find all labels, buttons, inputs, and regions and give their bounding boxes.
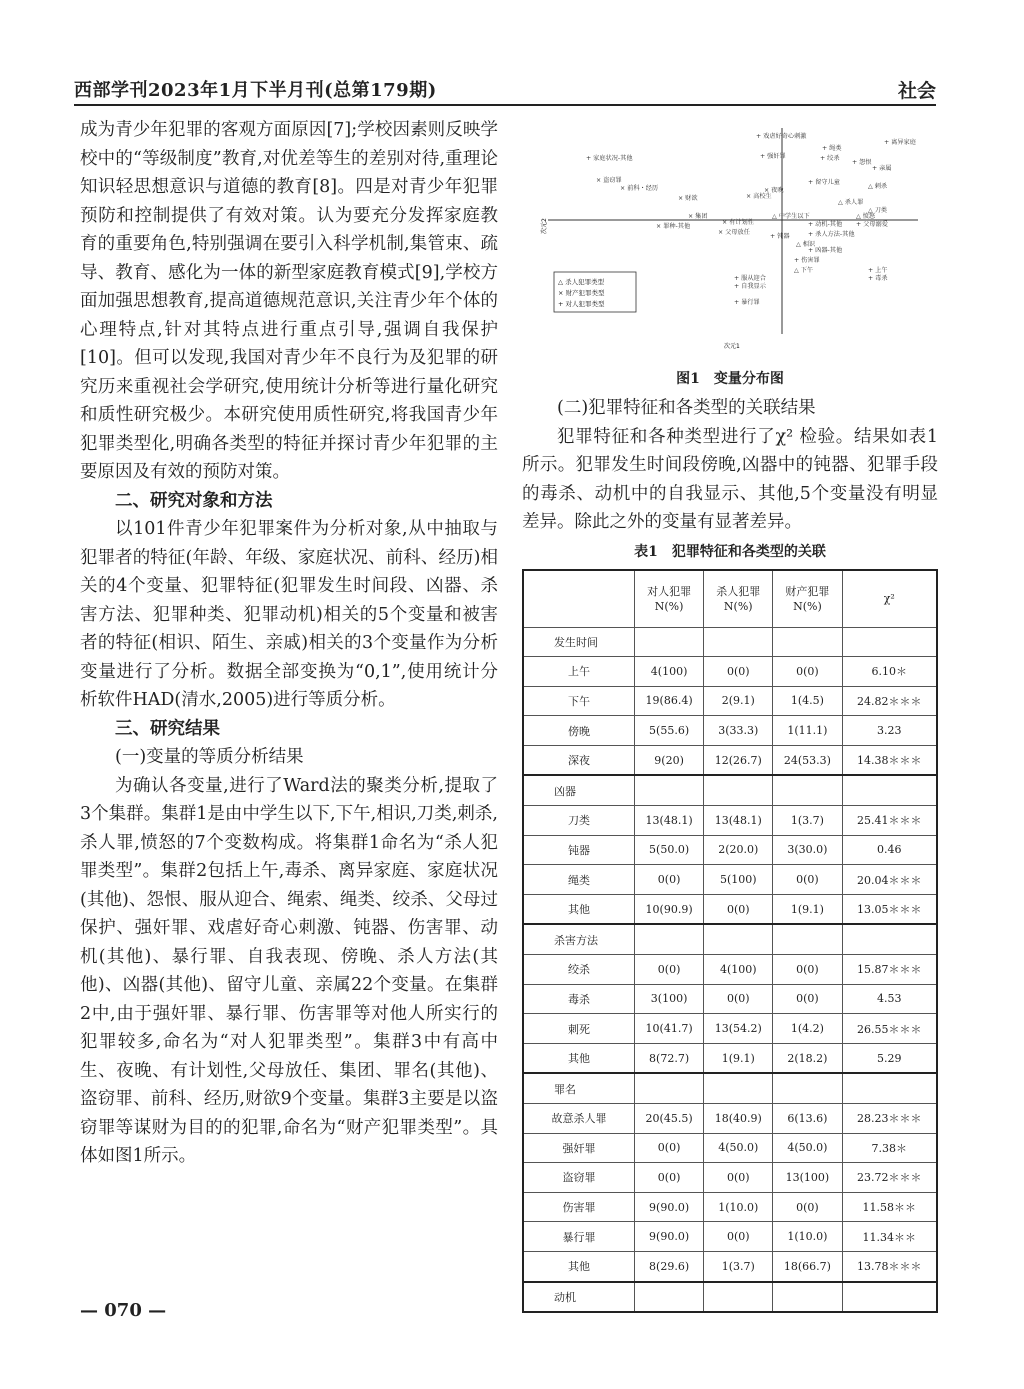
plot-point: △ 杀人罪 (838, 199, 864, 206)
plot-point: × 高校生 (746, 193, 772, 200)
table-cell: 暴行罪 (523, 1222, 635, 1252)
plot-point: × 有计划性 (722, 219, 754, 226)
subsection-heading-3-2: (二)犯罪特征和各类型的关联结果 (557, 398, 816, 418)
table-cell: 绳类 (523, 865, 635, 895)
page-number: — 070 — (80, 1300, 167, 1321)
table-row (523, 1043, 937, 1073)
table-cell: 23.72＊＊＊ (842, 1163, 937, 1193)
table-cell: 刀类 (523, 806, 635, 836)
table-cell: 盗窃罪 (523, 1163, 635, 1193)
plot-point: + 凶器-其他 (808, 247, 843, 254)
table-cell: 5.29 (842, 1043, 937, 1073)
table-row (523, 1163, 937, 1193)
table-cell: 28.23＊＊＊ (842, 1104, 937, 1134)
table-cell: 下午 (523, 686, 635, 716)
right-column (522, 116, 938, 1313)
table-cell: 1(4.2) (773, 1014, 842, 1044)
plot-point: + 绞杀 (820, 155, 840, 162)
table-cell: 7.38＊ (842, 1133, 937, 1163)
table-cell: 5(100) (704, 865, 773, 895)
table-cell: 2(20.0) (704, 835, 773, 865)
plot-point: △ 刀类 (868, 207, 888, 214)
table-cell: 0(0) (773, 1192, 842, 1222)
plot-point: △ 下午 (794, 267, 814, 274)
plot-point: △ 愤怒 (856, 213, 876, 220)
table-row (523, 984, 937, 1014)
journal-title: 西部学刊2023年1月下半月刊(总第179期) (74, 80, 437, 101)
table-group-row (523, 627, 937, 657)
table-cell: 1(11.1) (773, 716, 842, 746)
table-cell: 2(18.2) (773, 1043, 842, 1073)
variable-distribution-plot (538, 122, 924, 358)
table-cell: 9(90.0) (635, 1222, 704, 1252)
section-name: 社会 (897, 80, 936, 102)
table-cell: 8(29.6) (635, 1251, 704, 1281)
y-axis-label: 次元2 (541, 218, 548, 234)
table-cell: 0(0) (773, 657, 842, 687)
table-cell: 上午 (523, 657, 635, 687)
plot-point: + 上午 (868, 267, 888, 274)
table-cell: 10(41.7) (635, 1014, 704, 1044)
table-cell: 19(86.4) (635, 686, 704, 716)
table-cell: 20(45.5) (635, 1104, 704, 1134)
table-cell: 26.55＊＊＊ (842, 1014, 937, 1044)
table-cell: 14.38＊＊＊ (842, 745, 937, 775)
left-column (80, 116, 498, 1171)
table-row (523, 1222, 937, 1252)
table-cell: 0(0) (635, 1163, 704, 1193)
section-heading-3: 三、研究结果 (115, 718, 220, 739)
table-group-label: 杀害方法 (523, 924, 635, 954)
table-cell: 0(0) (704, 984, 773, 1014)
table-cell: 9(20) (635, 745, 704, 775)
table-cell: 绞杀 (523, 955, 635, 985)
table-cell: 0(0) (704, 657, 773, 687)
table-group-row (523, 924, 937, 954)
plot-point: + 父母溺爱 (856, 221, 888, 228)
plot-point: + 毒杀 (868, 275, 888, 282)
table-cell: 5(55.6) (635, 716, 704, 746)
table-cell: 15.87＊＊＊ (842, 955, 937, 985)
plot-point: + 绳类 (822, 145, 842, 152)
table-cell: 13.05＊＊＊ (842, 894, 937, 924)
plot-point: + 钝器 (770, 233, 790, 240)
table-row (523, 835, 937, 865)
table-cell: 1(9.1) (773, 894, 842, 924)
section-heading-2: 二、研究对象和方法 (115, 490, 273, 511)
table-group-label: 凶器 (523, 775, 635, 805)
paragraph-1: 成为青少年犯罪的客观方面原因[7];学校因素则反映学校中的“等级制度”教育,对优差等生的差别对待,重理论知识轻思想意识与道德的教育[8]。四是对青少年犯罪预防和控制提供了有效对策。认为要充分发挥家庭教育的重要角色,特别强调在要引入科学机制,集管束、疏导、教育、感化为一体的新型家庭教育模式[9],学校方面加强思想教育,提高道德规范意识,关注青少年个体的心理特点,针对其特点进行重点引导,强调自我保护[10]。但可以发现,我国对青少年不良行为及犯罪的研究历来重视社会学研究,使用统计分析等进行量化研究和质性研究极少。本研究使用质性研究,将我国青少年犯罪类型化,明确各类型的特征并探讨青少年犯罪的主要原因及有效的预防对策。 (80, 120, 498, 482)
table-cell: 0(0) (704, 1222, 773, 1252)
table-cell: 11.34＊＊ (842, 1222, 937, 1252)
table-cell: 13(100) (773, 1163, 842, 1193)
table-cell: 伤害罪 (523, 1192, 635, 1222)
table-cell: 钝器 (523, 835, 635, 865)
table-cell: 其他 (523, 894, 635, 924)
table-cell: 0(0) (635, 865, 704, 895)
table-cell: 6.10＊ (842, 657, 937, 687)
plot-point: + 服从迎合 (734, 275, 766, 282)
table-group-label: 发生时间 (523, 627, 635, 657)
table-cell: 10(90.9) (635, 894, 704, 924)
plot-point: + 伤害罪 (794, 257, 820, 264)
table-cell: 13(48.1) (635, 806, 704, 836)
table-cell: 11.58＊＊ (842, 1192, 937, 1222)
table-cell: 0(0) (635, 955, 704, 985)
paragraph-2: 以101件青少年犯罪案件为分析对象,从中抽取与犯罪者的特征(年龄、年级、家庭状况、前科、经历)相关的4个变量、犯罪特征(犯罪发生时间段、凶器、杀害方法、犯罪种类、犯罪动机)相关的5个变量和被害者的特征(相识、陌生、亲戚)相关的3个变量作为分析变量进行了分析。数据全部变换为“0,1”,使用统计分析软件HAD(清水,2005)进行等质分析。 (80, 519, 498, 710)
association-table (522, 569, 938, 1314)
subsection-heading-3-1: (一)变量的等质分析结果 (115, 747, 304, 767)
table-row (523, 1014, 937, 1044)
table-row (523, 1104, 937, 1134)
table-row (523, 806, 937, 836)
table-cell: 刺死 (523, 1014, 635, 1044)
table-cell: 4(50.0) (773, 1133, 842, 1163)
table-cell: 1(4.5) (773, 686, 842, 716)
paragraph-chi-square: 犯罪特征和各种类型进行了χ² 检验。结果如表1所示。犯罪发生时间段傍晚,凶器中的钝器、犯罪手段的毒杀、动机中的自我显示、其他,5个变量没有明显差异。除此之外的变量有显著差异。 (522, 426, 938, 532)
table-cell: 18(66.7) (773, 1251, 842, 1281)
plot-point: + 动机-其他 (808, 221, 843, 228)
table-cell: 其他 (523, 1043, 635, 1073)
table-cell: 其他 (523, 1251, 635, 1281)
table-cell: 8(72.7) (635, 1043, 704, 1073)
table-group-row (523, 1282, 937, 1313)
plot-point: + 强奸罪 (760, 153, 786, 160)
table-group-row (523, 775, 937, 805)
table-cell: 0(0) (704, 1163, 773, 1193)
table-cell: 4(100) (704, 955, 773, 985)
plot-point: + 戏虐好奇心刺激 (756, 133, 807, 140)
table-cell: 5(50.0) (635, 835, 704, 865)
plot-point: × 财欲 (678, 195, 698, 202)
table-group-label: 动机 (523, 1282, 635, 1313)
table-cell: 1(3.7) (704, 1251, 773, 1281)
table-cell: 24(53.3) (773, 745, 842, 775)
table-row (523, 894, 937, 924)
table-cell: 强奸罪 (523, 1133, 635, 1163)
table-cell: 0(0) (773, 865, 842, 895)
table-cell: 0(0) (773, 955, 842, 985)
table-caption: 表1 犯罪特征和各类型的关联 (634, 543, 826, 560)
table-cell: 2(9.1) (704, 686, 773, 716)
table-cell: 4.53 (842, 984, 937, 1014)
table-cell: 1(10.0) (704, 1192, 773, 1222)
table-cell: 9(90.0) (635, 1192, 704, 1222)
plot-point: × 盗窃罪 (596, 177, 622, 184)
table-cell: 1(9.1) (704, 1043, 773, 1073)
table-cell: 故意杀人罪 (523, 1104, 635, 1134)
table-row (523, 657, 937, 687)
x-axis-label: 次元1 (724, 343, 740, 350)
table-cell: 4(50.0) (704, 1133, 773, 1163)
table-cell: 0(0) (635, 1133, 704, 1163)
table-cell: 3(33.3) (704, 716, 773, 746)
table-cell: 18(40.9) (704, 1104, 773, 1134)
table-cell: 1(3.7) (773, 806, 842, 836)
table-cell: 3(30.0) (773, 835, 842, 865)
table-header-cell: 杀人犯罪 N(%) (704, 570, 773, 628)
table-cell: 12(26.7) (704, 745, 773, 775)
table-cell: 深夜 (523, 745, 635, 775)
table-header-cell (523, 570, 635, 628)
table-cell: 毒杀 (523, 984, 635, 1014)
plot-point: + 杀人方法-其他 (808, 231, 855, 238)
table-row (523, 865, 937, 895)
table-group-label: 罪名 (523, 1073, 635, 1103)
table-cell: 3(100) (635, 984, 704, 1014)
figure-caption: 图1 变量分布图 (676, 371, 784, 387)
table-row (523, 716, 937, 746)
table-cell: 0(0) (704, 894, 773, 924)
table-cell: 6(13.6) (773, 1104, 842, 1134)
table-cell: 0.46 (842, 835, 937, 865)
table-cell: 25.41＊＊＊ (842, 806, 937, 836)
table-cell: 13(48.1) (704, 806, 773, 836)
plot-point: × 前科・经历 (620, 185, 659, 192)
plot-point: △ 中学生以下 (772, 213, 810, 220)
plot-point: △ 刺杀 (868, 183, 888, 190)
plot-point: + 暴行罪 (734, 299, 760, 306)
table-cell: 4(100) (635, 657, 704, 687)
table-header-cell: χ² (842, 570, 937, 628)
table-row (523, 1133, 937, 1163)
table-row (523, 686, 937, 716)
plot-point: + 离异家庭 (884, 139, 916, 146)
plot-point: × 罪种-其他 (656, 223, 691, 230)
legend-item: + 对人犯罪类型 (558, 300, 605, 308)
table-cell: 3.23 (842, 716, 937, 746)
plot-point: + 家庭状况-其他 (586, 155, 633, 162)
legend-item: △ 杀人犯罪类型 (558, 278, 605, 286)
page-header (74, 74, 936, 106)
plot-point: + 怨恨 (852, 159, 872, 166)
plot-point: × 父母放任 (718, 229, 750, 236)
legend-item: × 财产犯罪类型 (558, 289, 605, 297)
table-cell: 20.04＊＊＊ (842, 865, 937, 895)
table-cell: 24.82＊＊＊ (842, 686, 937, 716)
plot-point: × 夜晚 (764, 187, 784, 194)
table-group-row (523, 1073, 937, 1103)
paragraph-3: 为确认各变量,进行了Ward法的聚类分析,提取了3个集群。集群1是由中学生以下,下午,相识,刀类,刺杀,杀人罪,愤怒的7个变数构成。将集群1命名为“杀人犯罪类型”。集群2包括上午,毒杀、离异家庭、家庭状况(其他)、怨恨、服从迎合、绳索、绳类、绞杀、父母过保护、强奸罪、戏虐好奇心刺激、钝器、伤害罪、动机(其他)、暴行罪、自我表现、傍晚、杀人方法(其他)、凶器(其他)、留守儿童、亲属22个变量。在集群2中,由于强奸罪、暴行罪、伤害罪等对他人所实行的犯罪较多,命名为“对人犯罪类型”。集群3中有高中生、夜晚、有计划性,父母放任、集团、罪名(其他)、盗窃罪、前科、经历,财欲9个变量。集群3主要是以盗窃罪等谋财为目的的犯罪,命名为“财产犯罪类型”。具体如图1所示。 (80, 775, 498, 1166)
plot-point: + 自我显示 (734, 283, 766, 290)
plot-point: △ 相识 (796, 241, 816, 248)
table-header-cell: 财产犯罪 N(%) (773, 570, 842, 628)
table-cell: 0(0) (773, 984, 842, 1014)
plot-point: + 亲属 (872, 165, 892, 172)
table-row (523, 955, 937, 985)
table-cell: 13(54.2) (704, 1014, 773, 1044)
table-row (523, 745, 937, 775)
table-cell: 1(10.0) (773, 1222, 842, 1252)
table-row (523, 1192, 937, 1222)
table-header-cell: 对人犯罪 N(%) (635, 570, 704, 628)
figure-1 (538, 122, 924, 358)
plot-point: + 留守儿童 (808, 179, 840, 186)
table-cell: 13.78＊＊＊ (842, 1251, 937, 1281)
plot-point: × 集团 (688, 213, 708, 220)
table-row (523, 1251, 937, 1281)
table-cell: 傍晚 (523, 716, 635, 746)
